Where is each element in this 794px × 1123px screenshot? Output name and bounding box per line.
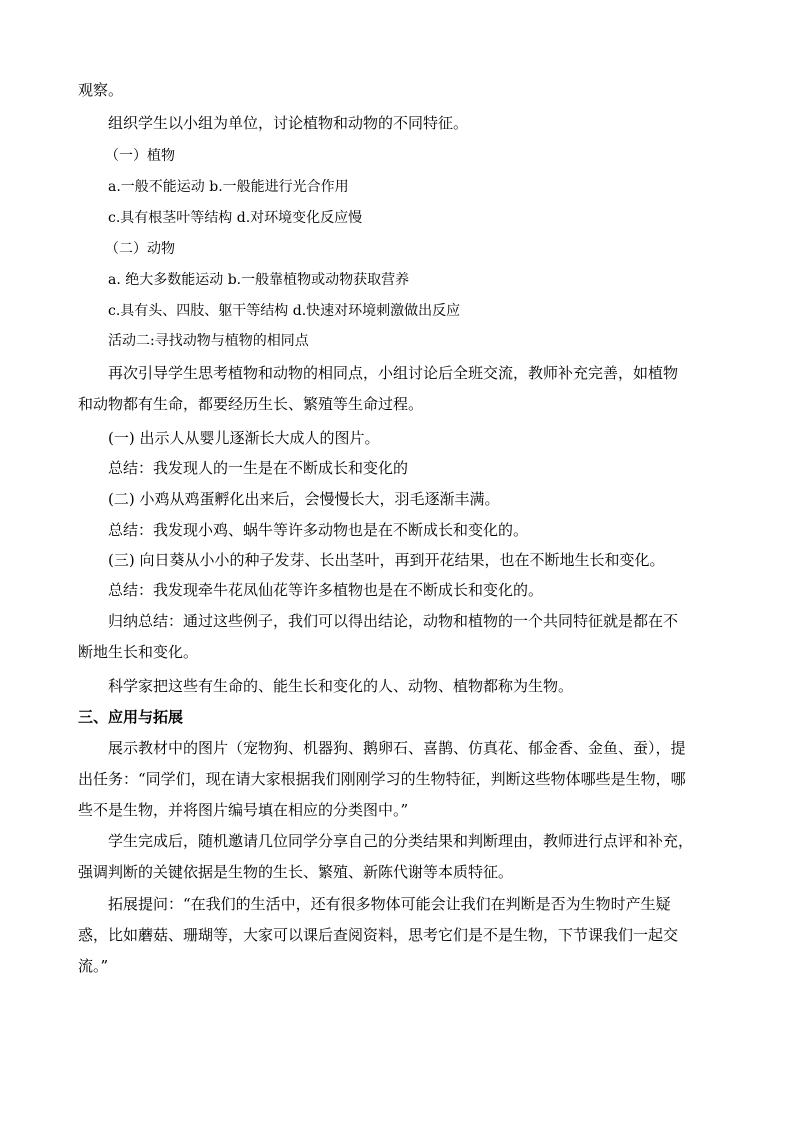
text-line: 再次引导学生思考植物和动物的相同点，小组讨论后全班交流，教师补充完善，如植物 (108, 364, 679, 382)
text-line: c.具有头、四肢、躯干等结构 d.快速对环境刺激做出反应 (108, 303, 461, 319)
section-heading: 三、应用与拓展 (78, 708, 184, 726)
text-line: 拓展提问：“在我们的生活中，还有很多物体可能会让我们在判断是否为生物时产生疑 (108, 895, 671, 913)
text-line: 归纳总结：通过这些例子，我们可以得出结论，动物和植物的一个共同特征就是都在不 (108, 612, 679, 630)
text-line: 些不是生物，并将图片编号填在相应的分类图中。” (78, 801, 409, 819)
list-item: (一) 出示人从婴儿逐渐长大成人的图片。 (108, 429, 380, 447)
section-heading-plants: （一）植物 (105, 148, 175, 164)
text-line: 展示教材中的图片（宠物狗、机器狗、鹅卵石、喜鹊、仿真花、郁金香、金鱼、蚕），提 (108, 739, 686, 757)
list-item: (三) 向日葵从小小的种子发芽、长出茎叶，再到开花结果，也在不断地生长和变化。 (108, 551, 665, 569)
text-line: 强调判断的关键依据是生物的生长、繁殖、新陈代谢等本质特征。 (78, 863, 514, 881)
text-line: 观察。 (78, 81, 124, 99)
text-line: 和动物都有生命，都要经历生长、繁殖等生命过程。 (78, 395, 424, 413)
section-heading-animals: （二）动物 (105, 241, 175, 257)
summary-line: 总结：我发现牵牛花凤仙花等许多植物也是在不断成长和变化的。 (108, 581, 544, 599)
list-item: (二) 小鸡从鸡蛋孵化出来后，会慢慢长大，羽毛逐渐丰满。 (108, 490, 500, 508)
activity-heading: 活动二:寻找动物与植物的相同点 (108, 333, 309, 349)
summary-line: 总结：我发现人的一生是在不断成长和变化的 (108, 459, 409, 477)
text-line: 惑，比如蘑菇、珊瑚等，大家可以课后查阅资料，思考它们是不是生物，下节课我们一起交 (78, 926, 679, 944)
text-line: 学生完成后，随机邀请几位同学分享自己的分类结果和判断理由，教师进行点评和补充， (108, 832, 694, 850)
text-line: 科学家把这些有生命的、能生长和变化的人、动物、植物都称为生物。 (108, 677, 574, 695)
summary-line: 总结：我发现小鸡、蜗牛等许多动物也是在不断成长和变化的。 (108, 521, 529, 539)
text-line: 断地生长和变化。 (78, 643, 199, 661)
text-line: 出任务：“同学们，现在请大家根据我们刚刚学习的生物特征，判断这些物体哪些是生物，哪 (78, 770, 686, 788)
text-line: a. 绝大多数能运动 b.一般靠植物或动物获取营养 (108, 272, 410, 288)
text-line: 组织学生以小组为单位，讨论植物和动物的不同特征。 (108, 114, 469, 132)
text-line: a.一般不能运动 b.一般能进行光合作用 (108, 179, 349, 195)
text-line: c.具有根茎叶等结构 d.对环境变化反应慢 (108, 210, 363, 226)
text-line: 流。” (78, 957, 109, 975)
